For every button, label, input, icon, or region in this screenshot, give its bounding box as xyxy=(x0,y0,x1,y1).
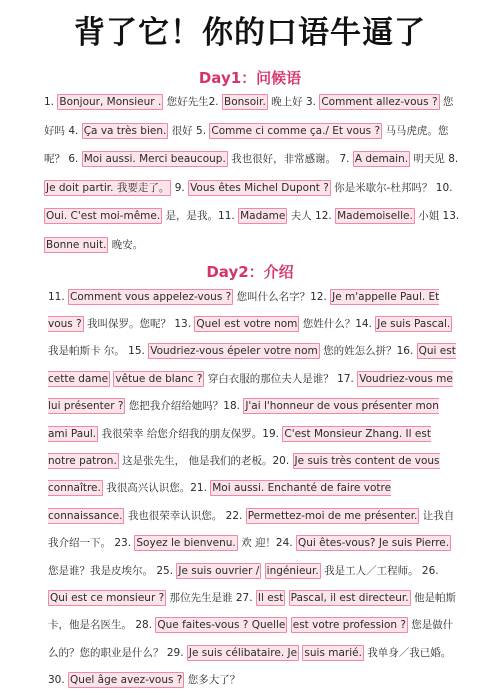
highlighted-phrase: C'est Monsieur Zhang. Il est notre patron. xyxy=(48,427,431,467)
text-segment: 10. xyxy=(435,181,453,194)
text-segment: 9. xyxy=(174,181,185,194)
highlighted-phrase: Madame xyxy=(240,210,286,223)
text-segment: 13. xyxy=(442,210,460,223)
text-segment: 欢 xyxy=(241,537,252,550)
highlighted-phrase: Je suis Pascal. xyxy=(377,317,451,330)
text-segment: 他是我们的老板。20. xyxy=(188,455,290,467)
text-segment: 您的姓怎么拼？16. xyxy=(323,345,414,358)
highlighted-phrase: Quel âge avez-vous ? xyxy=(70,674,183,687)
text-segment: 22. xyxy=(225,509,243,522)
text-segment: 马马虎虎。您呢？ xyxy=(44,124,449,166)
highlighted-phrase: J'ai l'honneur de vous présenter mon ami Paul. xyxy=(48,400,439,440)
highlighted-phrase: ingénieur. xyxy=(266,564,319,577)
highlighted-phrase: Voudriez-vous me lui présenter ? xyxy=(48,372,453,413)
highlighted-phrase: Pascal, il est directeur. xyxy=(290,592,409,605)
text-segment: 您好吗 xyxy=(44,96,454,137)
highlighted-phrase: Que faites-vous ? Quelle xyxy=(157,619,286,632)
text-segment: 很好 5. xyxy=(171,124,207,137)
text-segment: 8. xyxy=(448,153,459,166)
highlighted-phrase: Moi aussi. Merci beaucoup. xyxy=(83,153,226,166)
text-segment: 是，是我。11. xyxy=(165,210,235,223)
highlighted-phrase: Qui êtes-vous? Je suis Pierre. xyxy=(297,537,450,550)
text-segment: 晚上好 3. xyxy=(271,96,316,108)
text-segment: 我单身／我已婚。 30. xyxy=(48,646,452,687)
highlighted-phrase: Qui est ce monsieur ? xyxy=(50,592,165,605)
text-segment: 我很荣幸 xyxy=(101,427,144,440)
text-segment: 我也很好，非常感谢。 7. xyxy=(231,153,350,166)
text-segment: 我是工人／工程师。 26. xyxy=(324,564,439,577)
text-segment: 4. xyxy=(68,124,79,137)
text-segment: 夫人 12. xyxy=(290,210,332,223)
day2-section xyxy=(0,284,500,695)
text-segment: 您是谁？我是皮埃尔。 25. xyxy=(48,564,174,577)
page-title: 背了它！你的口语牛逼了 xyxy=(74,15,426,51)
text-segment: 6. xyxy=(68,153,79,166)
highlighted-phrase: Comment allez-vous ? xyxy=(321,96,438,108)
day1-section xyxy=(0,88,500,260)
day1-heading: Day1：问候语 xyxy=(198,69,302,87)
text-segment: 让我自我介绍一下。 23. xyxy=(48,509,455,550)
highlighted-phrase: Mademoiselle. xyxy=(337,210,413,223)
text-segment: 我也很荣幸认识您。 xyxy=(127,509,223,522)
text-segment: 1. xyxy=(44,96,55,108)
text-segment: 您叫什么名字？12. xyxy=(236,290,327,303)
text-segment: 我很高兴认识您。21. xyxy=(106,482,207,495)
highlighted-phrase: Je suis très content de vous connaître. xyxy=(48,455,440,495)
text-segment: 您好先生2. xyxy=(166,96,219,108)
text-segment: 那位先生是谁 27. xyxy=(169,592,253,605)
highlighted-phrase: Comme ci comme ça./ Et vous ? xyxy=(211,124,381,137)
highlighted-phrase: Je suis célibataire. Je xyxy=(188,646,298,659)
highlighted-phrase: Il est xyxy=(257,592,284,605)
highlighted-phrase: Comment vous appelez-vous ? xyxy=(70,290,232,303)
text-segment: 晚安。 xyxy=(111,238,144,251)
highlighted-phrase: Voudriez-vous épeler votre nom xyxy=(150,345,318,358)
day2-heading: Day2：介绍 xyxy=(206,262,294,281)
text-segment: 11. xyxy=(48,290,65,303)
highlighted-phrase: Je doit partir. 我要走了。 xyxy=(46,181,170,194)
highlighted-phrase: Bonne nuit. xyxy=(46,238,107,251)
highlighted-phrase: Soyez le bienvenu. xyxy=(136,537,236,550)
text-segment: 你是米歇尔-杜邦吗？ xyxy=(334,181,433,194)
highlighted-phrase: A demain. xyxy=(354,153,409,166)
highlighted-phrase: Oui. C'est moi-même. xyxy=(46,210,161,223)
text-segment: 迎！24. xyxy=(254,537,293,550)
text-segment: 您多大了？ xyxy=(187,674,241,687)
text-segment: 您把我介绍给她吗？18. xyxy=(128,400,240,413)
text-segment: 小姐 xyxy=(418,210,440,223)
highlighted-phrase: Vous êtes Michel Dupont ? xyxy=(190,181,329,194)
text-segment: 他是帕斯卡，他是名医生。 28. xyxy=(48,592,456,632)
text-segment: 您是做什么的？您的职业是什么？ 29. xyxy=(48,619,454,659)
highlighted-phrase: vêtue de blanc ? xyxy=(115,372,203,385)
highlighted-phrase: Je m'appelle Paul. Et vous ? xyxy=(48,290,440,330)
highlighted-phrase: Moi aussi. Enchanté de faire votre connaissance. xyxy=(48,482,392,522)
highlighted-phrase: Permettez-moi de me présenter. xyxy=(247,509,418,522)
text-segment: 这是张先生， xyxy=(122,455,186,467)
highlighted-phrase: Qui est cette dame xyxy=(48,345,456,385)
text-segment: 穿白衣服的那位夫人是谁？ 17. xyxy=(207,372,354,385)
text-segment: 我叫保罗。您呢？ 13. xyxy=(87,317,192,330)
text-segment: 尔。 15. xyxy=(103,345,145,358)
highlighted-phrase: Bonsoir. xyxy=(224,96,266,108)
highlighted-phrase: est votre profession ? xyxy=(292,619,406,632)
highlighted-phrase: Je suis ouvrier / xyxy=(178,564,260,577)
highlighted-phrase: suis marié. xyxy=(304,646,362,659)
text-segment: 您姓什么？14. xyxy=(302,317,372,330)
text-segment: 给您介绍我的朋友保罗。19. xyxy=(146,427,280,440)
highlighted-phrase: Bonjour, Monsieur . xyxy=(59,96,162,108)
highlighted-phrase: Ça va très bien. xyxy=(83,124,167,137)
highlighted-phrase: Quel est votre nom xyxy=(196,317,298,330)
text-segment: 明天见 xyxy=(413,153,445,166)
text-segment: 我是帕斯卡 xyxy=(48,345,101,358)
